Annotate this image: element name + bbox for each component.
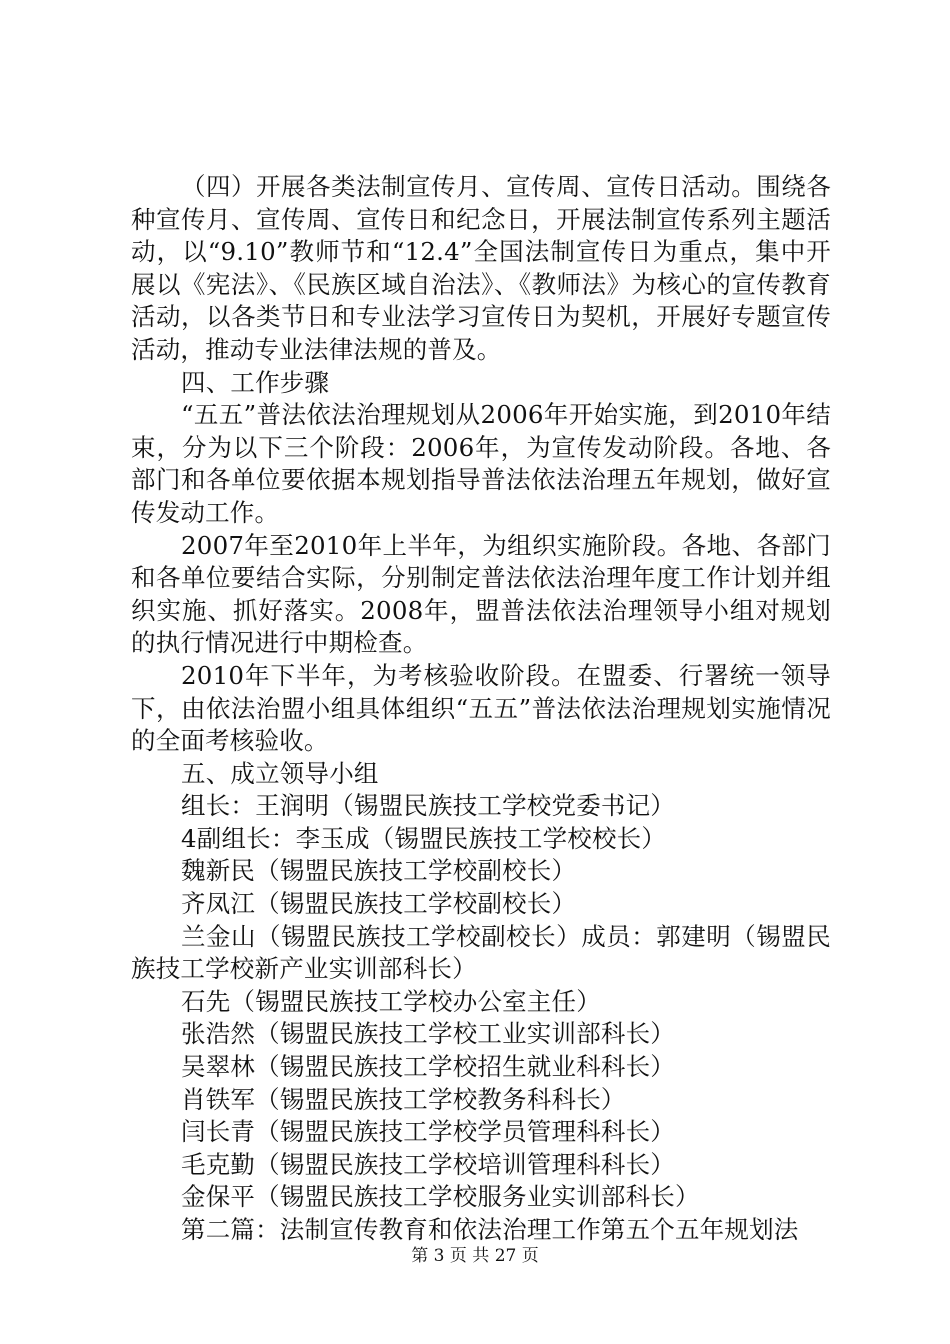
heading-leading-group: 五、成立领导小组 [181,758,379,788]
member-line-deputy-4-and-members: 兰金山（锡盟民族技工学校副校长）成员：郭建明（锡盟民族技工学校新产业实训部科长） [131,921,831,984]
member-line-leader: 组长：王润明（锡盟民族技工学校党委书记） [181,791,675,821]
paragraph-publicity-activities: （四）开展各类法制宣传月、宣传周、宣传日活动。围绕各种宣传月、宣传周、宣传日和纪念日，开展法制宣传系列主题活动，以“9.10”教师节和“12.4”全国法制宣传日为重点，集中开展以《宪法》、《民族区域自治法》、《教师法》为核心的宣传教育活动，以各类节日和专业法学习宣传日为契机，开展好专题宣传活动，推动专业法律法规的普及。 [131,172,831,364]
paragraph-work-steps-stage-2: 2007年至2010年上半年，为组织实施阶段。各地、各部门和各单位要结合实际，分别制定普法依法治理年度工作计划并组织实施、抓好落实。2008年，盟普法依法治理领导小组对规划的执行情况进行中期检查。 [131,530,831,658]
paragraph-work-steps-stage-1: “五五”普法依法治理规划从2006年开始实施，到2010年结束，分为以下三个阶段：2006年，为宣传发动阶段。各地、各部门和各单位要依据本规划指导普法依法治理五年规划，做好宣传发动工作。 [131,400,831,527]
document-body [131,171,831,1247]
section-title-second-part: 第二篇：法制宣传教育和依法治理工作第五个五年规划法 [181,1215,799,1244]
member-line-student-management: 闫长青（锡盟民族技工学校学员管理科科长） [181,1117,675,1147]
member-line-deputy-2: 魏新民（锡盟民族技工学校副校长） [181,856,577,886]
member-line-training-management: 毛克勤（锡盟民族技工学校培训管理科科长） [181,1149,675,1179]
member-line-deputy-1: 4副组长：李玉成（锡盟民族技工学校校长） [181,823,667,853]
heading-work-steps: 四、工作步骤 [181,367,330,397]
paragraph-work-steps-stage-3: 2010年下半年，为考核验收阶段。在盟委、行署统一领导下，由依法治盟小组具体组织“五五”普法依法治理规划实施情况的全面考核验收。 [131,660,831,756]
member-line-office: 石先（锡盟民族技工学校办公室主任） [181,986,601,1016]
member-line-deputy-3: 齐凤江（锡盟民族技工学校副校长） [181,889,577,919]
page-footer [0,1245,950,1267]
member-line-academic-affairs: 肖铁军（锡盟民族技工学校教务科科长） [181,1084,626,1114]
member-line-industry-training: 张浩然（锡盟民族技工学校工业实训部科长） [181,1019,675,1049]
page-number-label: 第 3 页 共 27 页 [411,1246,539,1266]
member-line-enrollment: 吴翠林（锡盟民族技工学校招生就业科科长） [181,1052,675,1082]
member-line-service-training: 金保平（锡盟民族技工学校服务业实训部科长） [181,1182,700,1212]
